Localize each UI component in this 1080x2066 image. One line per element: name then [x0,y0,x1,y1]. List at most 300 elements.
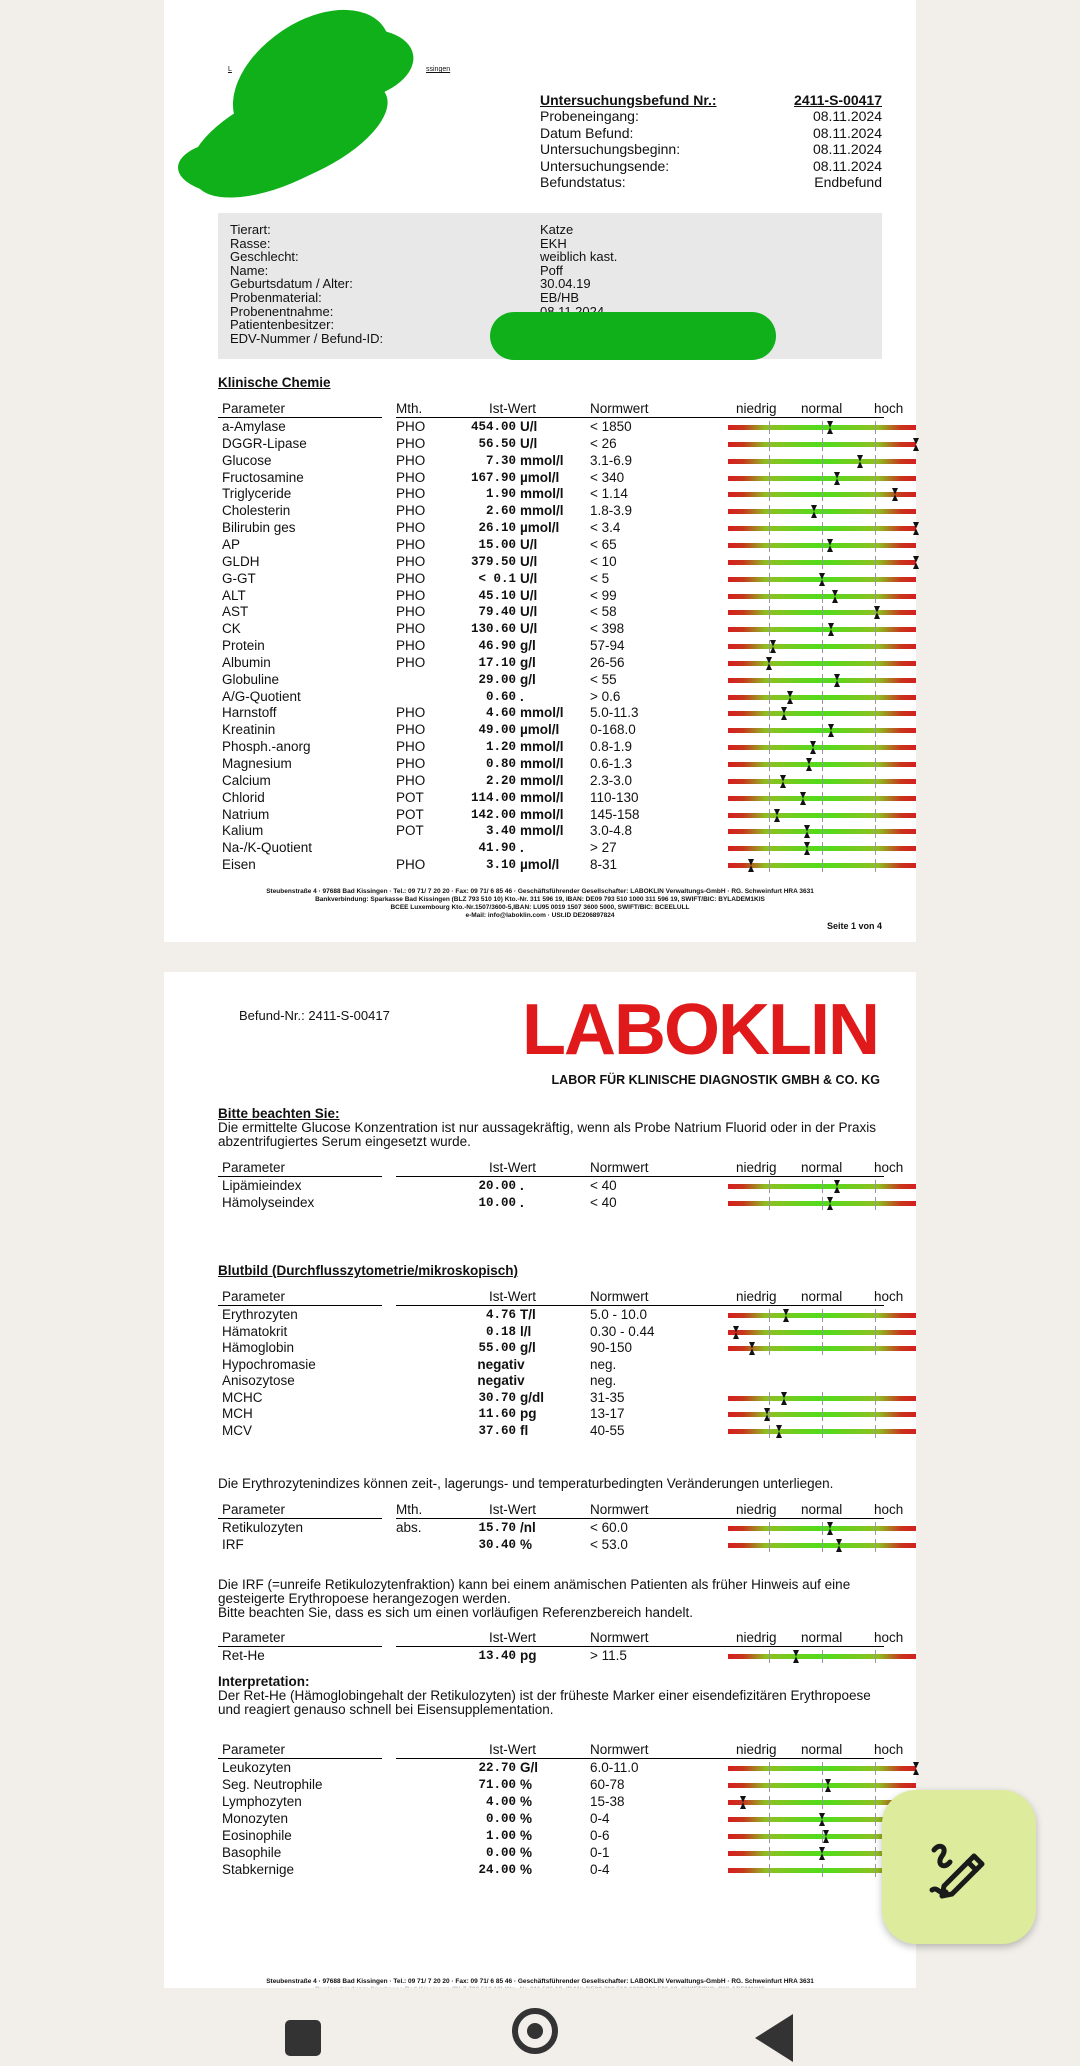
range-tick [875,556,876,569]
range-tick [875,488,876,501]
param-method: POT [396,789,424,805]
table-row [218,790,888,807]
meta-value: 08.11.2024 [812,108,882,124]
patient-label: EDV-Nummer / Befund-ID: [230,330,384,346]
range-bar [728,1783,916,1788]
header-rule [396,1758,884,1759]
value-marker [748,859,754,872]
value-marker [832,590,838,603]
range-tick [769,472,770,485]
patient-value: EB/HB [540,290,580,305]
col-header-high: hoch [874,1630,904,1645]
param-unit: U/l [520,621,538,637]
param-unit: % [520,1811,533,1826]
param-unit: g/l [520,1340,536,1355]
param-method: PHO [396,536,426,552]
range-tick [875,1864,876,1877]
value-marker [749,1342,755,1355]
col-header-parameter: Parameter [222,1742,286,1757]
patient-value: EKH [540,235,567,251]
meta-label: Befundstatus: [540,174,626,190]
param-value: 17.10 [478,655,516,670]
param-value: 2.20 [485,773,516,788]
value-marker [857,455,863,468]
range-tick [769,707,770,720]
param-value: 45.10 [478,588,516,603]
note-text: Die ermittelte Glucose Konzentration ist nur aussagekräftig, wenn als Probe Natrium Fluorid oder in der Praxis [218,1120,877,1135]
param-norm: < 40 [590,1194,617,1210]
table-row [218,1862,888,1879]
param-value: 71.00 [478,1778,516,1792]
range-bar [728,627,916,632]
col-header-normal: normal [801,401,843,416]
range-tick [769,1864,770,1877]
param-unit: g/l [520,654,536,670]
header-rule [396,1305,884,1306]
range-tick [875,1847,876,1860]
param-name: Lymphozyten [222,1794,302,1809]
interpretation-title: Interpretation: [218,1674,310,1689]
param-norm: 0-1 [590,1845,610,1860]
value-marker [780,775,786,788]
param-value: 24.00 [478,1863,516,1877]
value-marker [834,472,840,485]
table-row [218,807,888,824]
param-unit: mmol/l [520,772,564,788]
param-method: PHO [396,469,426,485]
param-method: PHO [396,452,426,468]
edit-fab-button[interactable] [882,1790,1036,1944]
range-tick [875,842,876,855]
param-norm: 0-4 [590,1862,610,1877]
param-method: PHO [396,621,426,637]
col-header-norm: Normwert [590,1742,649,1757]
table-row [218,1373,888,1390]
patient-label: Patientenbesitzer: [230,317,335,333]
param-unit: % [520,1845,533,1860]
param-norm: 26-56 [590,654,625,670]
value-marker [828,724,834,737]
param-norm: 57-94 [590,638,625,654]
table-row [218,1794,888,1811]
range-tick [875,707,876,720]
param-value: 3.40 [485,824,516,839]
param-method: POT [396,823,424,839]
table-row [218,722,888,739]
range-bar [728,1346,916,1351]
param-value: 49.00 [478,723,516,738]
param-unit: . [520,1194,524,1210]
footer-line: Bankverbindung: Sparkasse Bad Kissingen (BLZ 793 510 10) Kto.-Nr. 311 596 19, IBAN: DE09 793 510 1000 311 596 19, SWIFT/BIC: BYLADEM1KIS [315,896,765,903]
range-tick [875,1392,876,1405]
param-value: 0.00 [485,1812,516,1826]
range-bar [728,459,916,464]
range-bar [728,526,916,531]
table-row [218,604,888,621]
value-marker [774,809,780,822]
param-value: 20.00 [478,1179,516,1193]
param-unit: g/dl [520,1389,544,1405]
col-header-value: Ist-Wert [489,1160,536,1175]
range-tick [822,1197,823,1210]
param-norm: 31-35 [590,1389,625,1405]
param-value: 0.18 [485,1324,516,1339]
param-method: PHO [396,604,426,620]
table-row [218,638,888,655]
param-value: 79.40 [478,605,516,620]
range-bar [728,425,916,430]
param-method: PHO [396,587,426,603]
footer-line: Steubenstraße 4 · 97688 Bad Kissingen · Tel.: 09 71/ 7 20 20 · Fax: 09 71/ 6 85 46 · Geschäftsführender Gesellschafter: LABOKLIN Verwaltungs-GmbH · RG. Schweinfurt HRA 3631 [266,888,814,895]
param-name: Chlorid [222,789,265,805]
value-marker [827,539,833,552]
range-tick [875,691,876,704]
param-value: 56.50 [478,436,516,451]
page-footer [204,888,876,920]
range-tick [875,1309,876,1322]
range-bar [728,610,916,615]
value-marker [770,640,776,653]
value-marker [913,438,919,451]
param-name: Harnstoff [222,705,277,721]
table-row [218,1423,888,1440]
param-norm: 0.8-1.9 [590,739,633,755]
patient-label: Tierart: [230,222,271,237]
param-name: Lipämieindex [222,1178,302,1193]
range-tick [875,640,876,653]
value-marker [781,707,787,720]
range-tick [769,842,770,855]
range-bar [728,695,916,700]
param-unit: U/l [520,570,538,586]
patient-value: Katze [540,222,574,237]
param-norm: 3.0-4.8 [590,823,633,839]
page-number: Seite 1 von 4 [826,921,882,931]
note-text: gesteigerte Erythropoese herangezogen werden. [218,1591,511,1606]
table-row [218,571,888,588]
param-value: 167.90 [470,470,516,485]
col-header-value: Ist-Wert [489,401,536,416]
table-row [218,520,888,537]
param-name: Cholesterin [222,503,291,519]
table-row [218,1195,888,1212]
range-tick [875,1796,876,1809]
range-tick [769,539,770,552]
range-tick [822,1650,823,1663]
param-method: PHO [396,419,426,434]
meta-label: Untersuchungsbeginn: [540,141,681,157]
param-name: AP [222,536,241,552]
col-header-parameter: Parameter [222,1289,286,1304]
back-icon[interactable] [755,2014,793,2062]
param-method: PHO [396,654,426,670]
col-header-value: Ist-Wert [489,1630,536,1645]
range-tick [875,590,876,603]
param-name: CK [222,621,241,637]
param-name: Ret-He [222,1648,265,1663]
param-value: 454.00 [470,420,516,434]
param-norm: 0-4 [590,1811,610,1826]
range-tick [875,1342,876,1355]
range-tick [769,1847,770,1860]
range-bar [728,1396,916,1401]
param-norm: < 10 [590,553,617,569]
patient-label: Name: [230,262,269,278]
range-tick [769,1762,770,1775]
range-tick [822,1425,823,1438]
param-method: PHO [396,705,426,721]
value-marker [819,1847,825,1860]
col-header-value: Ist-Wert [489,1289,536,1304]
range-tick [822,741,823,754]
param-unit: l/l [520,1323,532,1339]
param-value: 37.60 [478,1423,516,1438]
param-method: PHO [396,486,426,502]
param-norm: < 55 [590,671,617,687]
range-tick [822,1796,823,1809]
range-tick [875,623,876,636]
col-header-norm: Normwert [590,1160,649,1175]
param-name: Hypochromasie [222,1356,316,1372]
range-bar [728,492,916,497]
param-unit: G/l [520,1760,539,1775]
note-text: abzentrifugiertes Serum eingesetzt wurde. [218,1134,471,1149]
param-name: Triglyceride [222,486,292,502]
range-bar [728,762,916,767]
param-value: 2.60 [485,504,516,519]
range-tick [822,1342,823,1355]
param-value: 22.70 [478,1761,516,1775]
table-row [218,672,888,689]
range-tick [875,1197,876,1210]
range-tick [769,674,770,687]
value-marker [806,758,812,771]
param-norm: 145-158 [590,806,640,822]
param-unit: . [520,840,524,856]
range-tick [769,1539,770,1552]
range-tick [822,505,823,518]
param-value: 55.00 [478,1341,516,1355]
param-name: Hämolyseindex [222,1194,315,1210]
interpretation-text: Der Ret-He (Hämoglobingehalt der Retikulozyten) ist der früheste Marker einer eisendefizitären Erythropoese [218,1688,871,1703]
header-rule [218,1758,382,1759]
param-name: a-Amylase [222,419,286,434]
range-bar [728,560,916,565]
param-norm: 5.0 - 10.0 [590,1307,648,1322]
table-row [218,1777,888,1794]
col-header-normal: normal [801,1289,843,1304]
value-marker [827,421,833,434]
range-tick [875,505,876,518]
param-value: 26.10 [478,521,516,536]
patient-label: Geburtsdatum / Alter: [230,276,353,292]
param-name: Monozyten [222,1811,289,1826]
range-tick [875,775,876,788]
table-row [218,1406,888,1423]
param-name: Eosinophile [222,1828,292,1843]
range-tick [875,573,876,586]
patient-label: Probenentnahme: [230,303,334,319]
logo-subtitle: LABOR FÜR KLINISCHE DIAGNOSTIK GMBH & CO. KG [551,1073,880,1087]
value-marker [804,842,810,855]
range-tick [875,1425,876,1438]
section-title: Blutbild (Durchflusszytometrie/mikroskopisch) [218,1263,519,1278]
range-tick [875,792,876,805]
param-method: PHO [396,772,426,788]
param-method: abs. [396,1520,422,1535]
col-header-high: hoch [874,1160,904,1175]
param-name: Kalium [222,823,264,839]
range-bar [728,661,916,666]
param-norm: 1.8-3.9 [590,503,633,519]
range-tick [822,1408,823,1421]
range-bar [728,1429,916,1434]
param-unit: mmol/l [520,789,564,805]
param-norm: 2.3-3.0 [590,772,633,788]
param-unit: mmol/l [520,739,564,755]
range-bar [728,442,916,447]
param-unit: % [520,1794,533,1809]
header-rule [218,1305,382,1306]
param-name: Phosph.-anorg [222,739,311,755]
param-name: ALT [222,587,246,603]
param-name: Leukozyten [222,1760,292,1775]
param-name: Na-/K-Quotient [222,840,313,856]
range-tick [822,472,823,485]
param-name: MCHC [222,1389,263,1405]
param-value: 41.90 [478,841,516,856]
param-value: 0.00 [485,1846,516,1860]
range-bar [728,1201,916,1206]
home-icon[interactable] [512,2008,558,2054]
range-tick [875,522,876,535]
redaction-mark [490,312,776,360]
range-tick [875,741,876,754]
param-value: 29.00 [478,672,516,687]
range-bar [728,846,916,851]
param-norm: < 5 [590,570,610,586]
range-tick [875,809,876,822]
param-norm: 6.0-11.0 [590,1760,639,1775]
value-marker [764,1408,770,1421]
param-value: 30.70 [478,1390,516,1405]
param-unit: T/l [520,1307,536,1322]
range-tick [875,1650,876,1663]
value-marker [836,1539,842,1552]
param-norm: < 99 [590,587,617,603]
range-bar [728,863,916,868]
param-name: AST [222,604,249,620]
range-tick [875,1522,876,1535]
param-unit: /nl [520,1520,536,1535]
table-row [218,689,888,706]
header-rule [218,1176,382,1177]
header-rule [396,417,884,418]
header-rule [396,1518,884,1519]
range-tick [769,1425,770,1438]
param-name: Stabkernige [222,1862,295,1877]
param-norm: 0-6 [590,1828,610,1843]
param-value: < 0.1 [478,571,516,586]
param-unit: µmol/l [520,722,560,738]
range-tick [875,859,876,872]
range-tick [769,1796,770,1809]
range-tick [769,809,770,822]
range-tick [769,488,770,501]
range-bar [728,779,916,784]
value-marker [819,573,825,586]
range-tick [822,842,823,855]
param-value: 4.60 [485,706,516,721]
value-marker [913,1762,919,1775]
param-value: 11.60 [478,1407,516,1421]
col-header-low: niedrig [736,1160,777,1175]
param-unit: g/l [520,638,536,654]
param-value: 7.30 [485,453,516,468]
range-tick [822,1864,823,1877]
range-tick [769,623,770,636]
col-header-parameter: Parameter [222,401,286,416]
param-value: 3.10 [485,858,516,873]
param-norm: < 65 [590,536,617,552]
param-name: Retikulozyten [222,1520,304,1535]
value-marker [834,674,840,687]
range-tick [822,640,823,653]
table-row [218,1845,888,1862]
param-unit: g/l [520,671,536,687]
param-name: Basophile [222,1845,282,1860]
range-bar [728,1654,916,1659]
param-unit: mmol/l [520,452,564,468]
value-marker [834,1180,840,1193]
range-tick [822,539,823,552]
footer-line: Steubenstraße 4 · 97688 Bad Kissingen · Tel.: 09 71/ 7 20 20 · Fax: 09 71/ 6 85 46 · Geschäftsführender Gesellschafter: LABOKLIN Verwaltungs-GmbH · RG. Schweinfurt HRA 3631 [266,1978,814,1985]
value-marker [827,1522,833,1535]
param-name: Glucose [222,452,272,468]
param-value: 0.60 [485,689,516,704]
param-name: A/G-Quotient [222,688,301,704]
param-method: PHO [396,722,426,738]
value-marker [787,691,793,704]
range-bar [728,678,916,683]
range-bar [728,796,916,801]
range-tick [822,606,823,619]
param-method: PHO [396,857,426,873]
value-marker [825,1779,831,1792]
value-marker [874,606,880,619]
param-unit: U/l [520,587,538,603]
param-norm: > 0.6 [590,688,621,704]
range-tick [875,825,876,838]
meta-value: 08.11.2024 [812,141,882,157]
meta-label: Probeneingang: [540,108,639,124]
col-header-normal: normal [801,1742,843,1757]
patient-label: Geschlecht: [230,249,299,265]
range-tick [769,741,770,754]
range-tick [822,438,823,451]
param-name: MCV [222,1422,252,1438]
table-row [218,1520,888,1537]
param-name: Hämatokrit [222,1323,288,1339]
range-tick [822,421,823,434]
range-tick [875,455,876,468]
recents-icon[interactable] [285,2020,321,2056]
param-value: 15.70 [478,1521,516,1535]
param-norm: 8-31 [590,857,618,873]
range-tick [822,758,823,771]
param-norm: 3.1-6.9 [590,452,633,468]
value-marker [892,488,898,501]
